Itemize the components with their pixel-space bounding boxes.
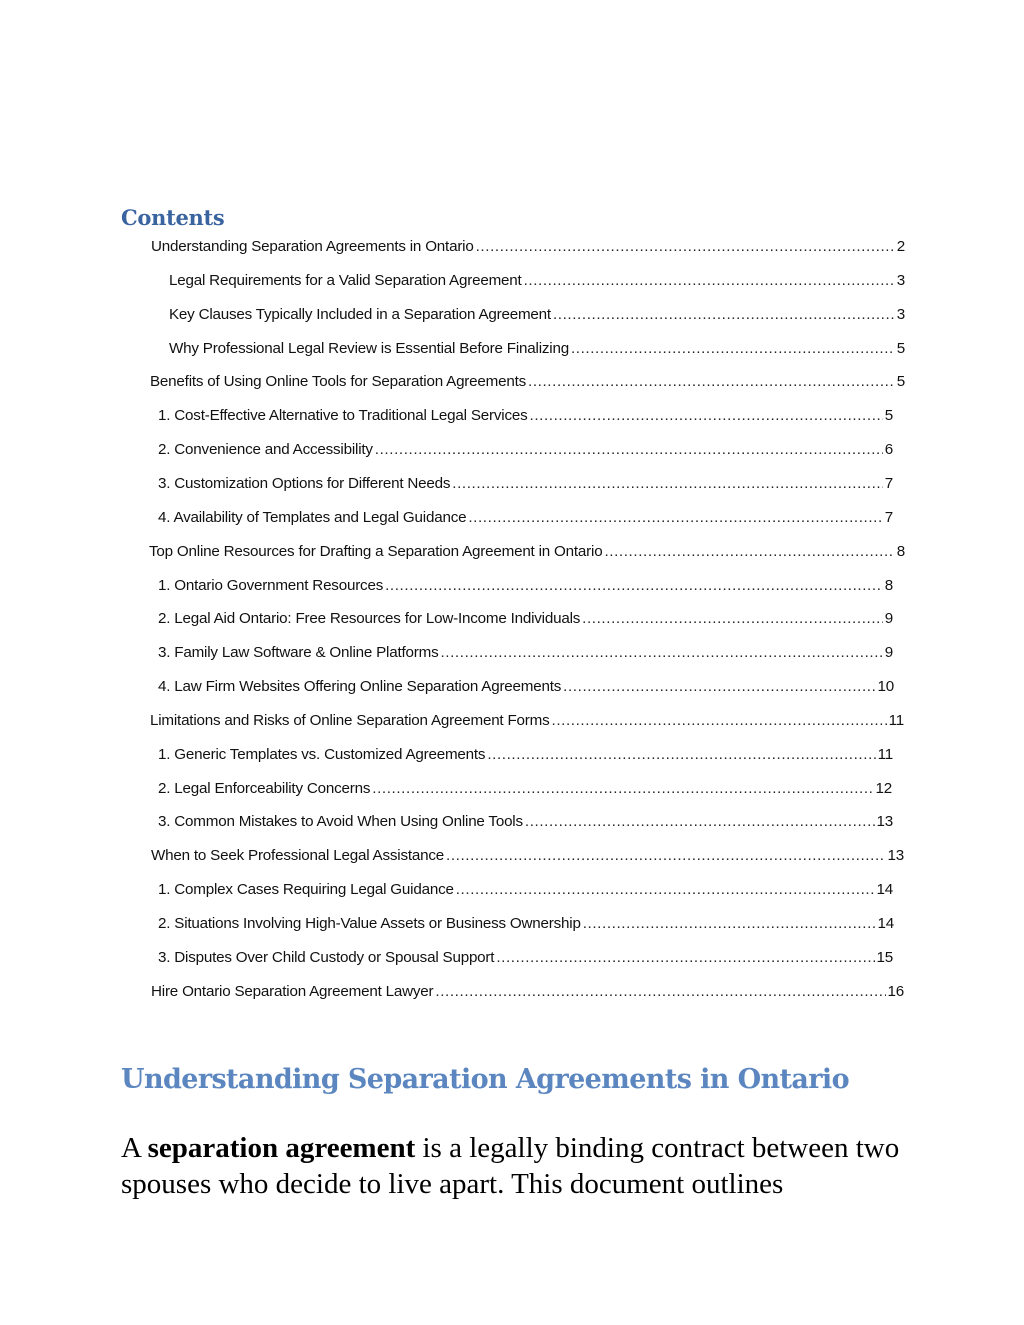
toc-entry-label: 2. Situations Involving High-Value Assets or Business Ownership xyxy=(158,915,581,932)
toc-dot-leader xyxy=(385,576,883,596)
toc-dot-leader xyxy=(375,440,883,460)
toc-entry-label: 3. Common Mistakes to Avoid When Using Online Tools xyxy=(158,813,523,831)
toc-page-number: 14 xyxy=(877,915,894,932)
toc-page-number: 3 xyxy=(896,271,905,289)
toc-page-number: 5 xyxy=(884,407,893,425)
toc-entry-label: Limitations and Risks of Online Separation Agreement Forms xyxy=(150,711,550,729)
toc-page-number: 13 xyxy=(887,847,904,865)
toc-entry-label: 4. Law Firm Websites Offering Online Separation Agreements xyxy=(158,678,562,696)
toc-page-number: 16 xyxy=(887,982,904,1000)
toc-dot-leader xyxy=(468,508,882,528)
toc-heading: Contents xyxy=(121,205,225,230)
toc-page-number: 14 xyxy=(876,881,893,899)
toc-page-number: 8 xyxy=(884,576,893,594)
toc-entry-label: Legal Requirements for a Valid Separation Agreement xyxy=(169,271,522,289)
toc-page-number: 15 xyxy=(876,948,893,966)
toc-page-number: 13 xyxy=(876,813,893,831)
toc-entry[interactable] xyxy=(158,609,893,629)
toc-entry-label: Benefits of Using Online Tools for Separation Agreements xyxy=(150,373,527,391)
toc-entry-label: 1. Generic Templates vs. Customized Agreements xyxy=(158,745,486,763)
toc-entry-label: 1. Ontario Government Resources xyxy=(158,576,384,594)
toc-entry[interactable] xyxy=(158,948,893,968)
toc-entry-label: 1. Cost-Effective Alternative to Traditional Legal Services xyxy=(158,407,528,425)
toc-dot-leader xyxy=(372,779,873,799)
toc-entry-label: 2. Convenience and Accessibility xyxy=(158,441,373,459)
toc-dot-leader xyxy=(583,914,876,934)
toc-entry[interactable] xyxy=(169,305,905,325)
toc-dot-leader xyxy=(552,711,887,731)
paragraph-lead: A xyxy=(121,1132,148,1164)
toc-dot-leader xyxy=(524,271,895,291)
toc-entry[interactable] xyxy=(151,982,904,1002)
toc-entry-label: 3. Family Law Software & Online Platforms xyxy=(158,644,439,662)
toc-dot-leader xyxy=(582,609,883,629)
toc-page-number: 10 xyxy=(877,678,894,696)
toc-page-number: 12 xyxy=(875,779,892,797)
toc-page-number: 11 xyxy=(877,745,893,763)
toc-entry[interactable] xyxy=(151,237,905,257)
body-paragraph xyxy=(121,1130,921,1202)
toc-page-number: 7 xyxy=(884,474,893,492)
toc-page-number: 9 xyxy=(884,644,893,662)
toc-page-number: 6 xyxy=(884,441,893,459)
toc-entry[interactable] xyxy=(158,440,893,460)
paragraph-rest: is a legally binding contract between two spouses who decide to live apart. This document outlines xyxy=(121,1132,900,1200)
toc-entry[interactable] xyxy=(149,542,905,562)
toc-entry[interactable] xyxy=(150,372,905,392)
toc-page-number: 9 xyxy=(884,610,893,628)
toc-page-number: 5 xyxy=(896,339,905,357)
toc-entry[interactable] xyxy=(158,914,894,934)
toc-entry-label: 3. Disputes Over Child Custody or Spousal Support xyxy=(158,948,495,966)
toc-entry[interactable] xyxy=(158,576,893,596)
toc-dot-leader xyxy=(525,812,875,832)
toc-entry[interactable] xyxy=(169,271,905,291)
toc-dot-leader xyxy=(452,474,882,494)
toc-entry[interactable] xyxy=(158,779,892,799)
toc-entry-label: Top Online Resources for Drafting a Separation Agreement in Ontario xyxy=(149,542,603,560)
toc-entry[interactable] xyxy=(158,508,893,528)
toc-entry[interactable] xyxy=(150,711,904,731)
toc-entry-label: Why Professional Legal Review is Essential Before Finalizing xyxy=(169,339,569,357)
toc-dot-leader xyxy=(440,643,882,663)
toc-entry-label: Hire Ontario Separation Agreement Lawyer xyxy=(151,982,434,1000)
toc-page-number: 3 xyxy=(896,305,905,323)
toc-entry-label: 4. Availability of Templates and Legal Guidance xyxy=(158,508,467,526)
toc-entry[interactable] xyxy=(158,812,893,832)
toc-page-number: 5 xyxy=(896,373,905,391)
toc-dot-leader xyxy=(446,846,886,866)
toc-dot-leader xyxy=(604,542,894,562)
toc-entry[interactable] xyxy=(158,677,894,697)
toc-entry-label: Understanding Separation Agreements in Ontario xyxy=(151,238,474,255)
toc-entry-label: When to Seek Professional Legal Assistance xyxy=(151,847,444,865)
toc-dot-leader xyxy=(456,880,875,900)
paragraph-bold-term: separation agreement xyxy=(147,1132,416,1164)
toc-dot-leader xyxy=(496,948,874,968)
toc-entry[interactable] xyxy=(158,643,893,663)
toc-dot-leader xyxy=(571,339,895,359)
toc-entry[interactable] xyxy=(158,880,893,900)
toc-entry-label: 3. Customization Options for Different Needs xyxy=(158,474,451,492)
toc-entry[interactable] xyxy=(158,745,893,765)
toc-entry[interactable] xyxy=(151,846,904,866)
toc-dot-leader xyxy=(553,305,895,325)
toc-dot-leader xyxy=(435,982,885,1002)
section-heading: Understanding Separation Agreements in Ontario xyxy=(121,1064,849,1095)
toc-entry[interactable] xyxy=(158,474,893,494)
toc-entry-label: 2. Legal Enforceability Concerns xyxy=(158,779,371,797)
toc-entry-label: 2. Legal Aid Ontario: Free Resources for Low-Income Individuals xyxy=(158,610,581,628)
toc-page-number: 8 xyxy=(896,542,905,560)
toc-entry[interactable] xyxy=(169,339,905,359)
toc-entry[interactable] xyxy=(158,406,893,426)
toc-page-number: 11 xyxy=(888,711,904,729)
toc-dot-leader xyxy=(563,677,875,697)
toc-page-number: 7 xyxy=(884,508,893,526)
toc-entry-label: Key Clauses Typically Included in a Separation Agreement xyxy=(169,305,551,323)
toc-dot-leader xyxy=(487,745,875,765)
toc-page-number: 2 xyxy=(896,238,905,255)
toc-dot-leader xyxy=(528,372,895,392)
toc-dot-leader xyxy=(530,406,883,426)
toc-dot-leader xyxy=(476,237,895,257)
toc-entry-label: 1. Complex Cases Requiring Legal Guidance xyxy=(158,881,454,899)
